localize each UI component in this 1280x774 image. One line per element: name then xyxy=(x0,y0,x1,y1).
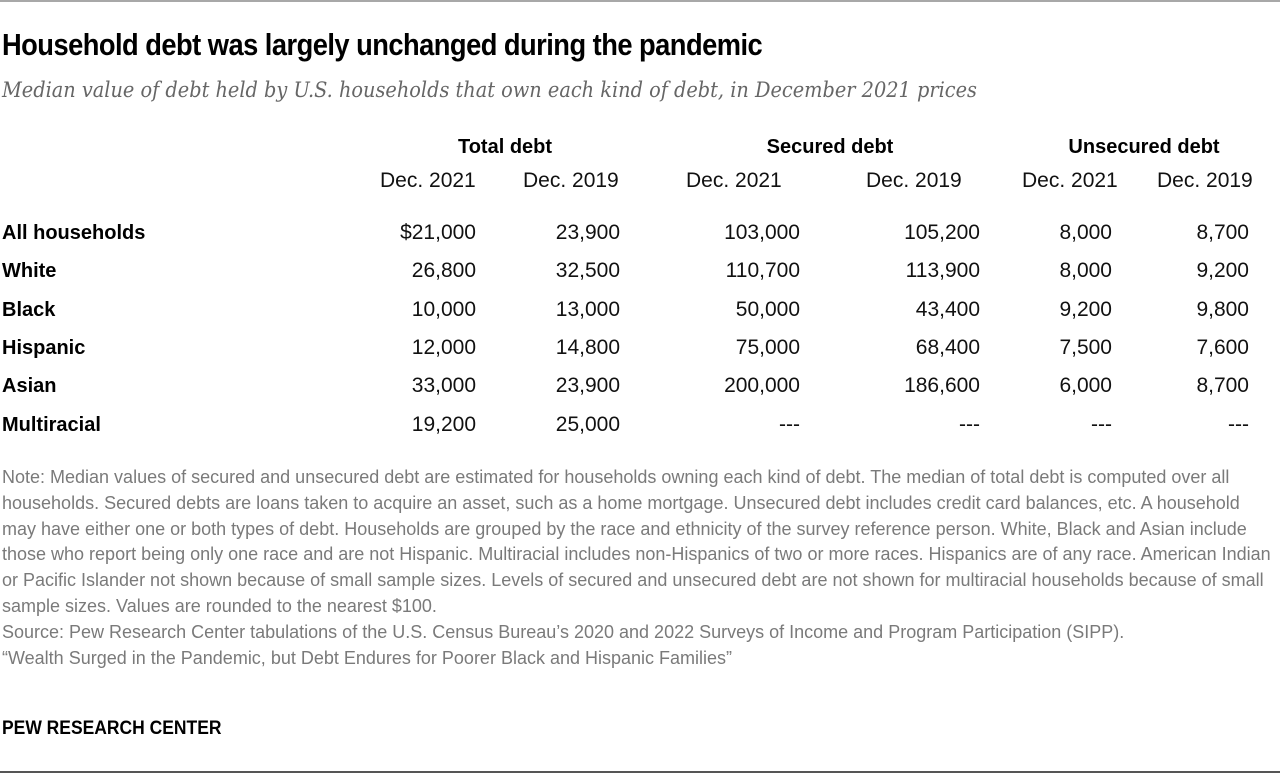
report-title-text: “Wealth Surged in the Pandemic, but Debt Endures for Poorer Black and Hispanic Families” xyxy=(2,647,733,668)
cell-unsecured-2021: 8,000 xyxy=(1059,221,1112,244)
cell-secured-2021: 103,000 xyxy=(724,221,800,244)
source-text: Source: Pew Research Center tabulations of the U.S. Census Bureau’s 2020 and 2022 Surveys of Income and Program Participation (SIPP). xyxy=(2,621,1125,642)
cell-total-2021: 10,000 xyxy=(411,298,476,321)
group-header-secured-debt: Secured debt xyxy=(766,136,894,158)
column-header-secured-2019: Dec. 2019 xyxy=(866,169,962,192)
cell-total-2019: 25,000 xyxy=(555,413,620,436)
row-label: All households xyxy=(2,222,146,244)
cell-secured-2019: 113,900 xyxy=(905,259,980,282)
cell-unsecured-2019: --- xyxy=(1228,413,1249,436)
cell-unsecured-2019: 9,800 xyxy=(1196,298,1249,321)
cell-unsecured-2019: 8,700 xyxy=(1196,374,1249,397)
cell-unsecured-2019: 9,200 xyxy=(1196,259,1249,282)
notes-block xyxy=(2,465,1278,671)
cell-secured-2019: 186,600 xyxy=(904,374,980,397)
cell-total-2019: 14,800 xyxy=(555,336,620,359)
cell-unsecured-2021: --- xyxy=(1091,413,1112,436)
cell-secured-2019: 68,400 xyxy=(915,336,980,359)
column-header-secured-2021: Dec. 2021 xyxy=(686,169,782,192)
row-label: Multiracial xyxy=(2,414,101,436)
cell-unsecured-2019: 8,700 xyxy=(1196,221,1249,244)
column-header-total-2019: Dec. 2019 xyxy=(523,169,619,192)
note-text: Note: Median values of secured and unsecured debt are estimated for households owning each kind of debt. The median of total debt is computed over all households. Secured debts are loans taken to acquire an asset, such as a home mortgage. Unsecured debt includes credit card balances, etc. A household may have either one or both types of debt. Households are grouped by the race and ethnicity of the survey reference person. White, Black and Asian include those who report being only one race and are not Hispanic. Multiracial includes non-Hispanics of two or more races. Hispanics are of any race. American Indian or Pacific Islander not shown because of small sample sizes. Levels of secured and unsecured debt are not shown for multiracial households because of small sample sizes. Values are rounded to the nearest $100. xyxy=(2,467,1271,616)
cell-secured-2021: 75,000 xyxy=(735,336,800,359)
row-label: Black xyxy=(2,299,56,321)
cell-secured-2021: 200,000 xyxy=(724,374,800,397)
row-label: Hispanic xyxy=(2,337,86,359)
cell-total-2021: 12,000 xyxy=(411,336,476,359)
group-header-total-debt: Total debt xyxy=(457,136,553,158)
cell-unsecured-2021: 6,000 xyxy=(1059,374,1112,397)
cell-secured-2021: --- xyxy=(779,413,800,436)
cell-total-2021: 33,000 xyxy=(411,374,476,397)
cell-unsecured-2021: 7,500 xyxy=(1059,336,1112,359)
cell-unsecured-2021: 8,000 xyxy=(1059,259,1112,282)
cell-secured-2019: --- xyxy=(959,413,980,436)
column-header-unsecured-2021: Dec. 2021 xyxy=(1022,169,1118,192)
bottom-rule xyxy=(0,771,1280,773)
cell-unsecured-2021: 9,200 xyxy=(1059,298,1112,321)
cell-total-2019: 23,900 xyxy=(555,221,620,244)
cell-total-2021: $21,000 xyxy=(400,221,476,244)
cell-total-2019: 32,500 xyxy=(555,259,620,282)
cell-total-2021: 19,200 xyxy=(411,413,476,436)
chart-subtitle: Median value of debt held by U.S. households that own each kind of debt, in December 2021 prices xyxy=(2,78,977,102)
cell-total-2021: 26,800 xyxy=(411,259,476,282)
chart-title: Household debt was largely unchanged during the pandemic xyxy=(2,27,763,62)
top-rule xyxy=(0,0,1280,2)
cell-total-2019: 13,000 xyxy=(555,298,620,321)
cell-unsecured-2019: 7,600 xyxy=(1196,336,1249,359)
cell-secured-2019: 43,400 xyxy=(915,298,980,321)
brand-logo-text: PEW RESEARCH CENTER xyxy=(2,718,222,739)
cell-secured-2021: 50,000 xyxy=(735,298,800,321)
group-header-unsecured-debt: Unsecured debt xyxy=(1068,136,1220,158)
row-label: Asian xyxy=(2,375,57,397)
row-label: White xyxy=(2,260,57,282)
cell-total-2019: 23,900 xyxy=(555,374,620,397)
column-header-unsecured-2019: Dec. 2019 xyxy=(1157,169,1253,192)
cell-secured-2019: 105,200 xyxy=(904,221,980,244)
cell-secured-2021: 110,700 xyxy=(725,259,800,282)
column-header-total-2021: Dec. 2021 xyxy=(380,169,476,192)
